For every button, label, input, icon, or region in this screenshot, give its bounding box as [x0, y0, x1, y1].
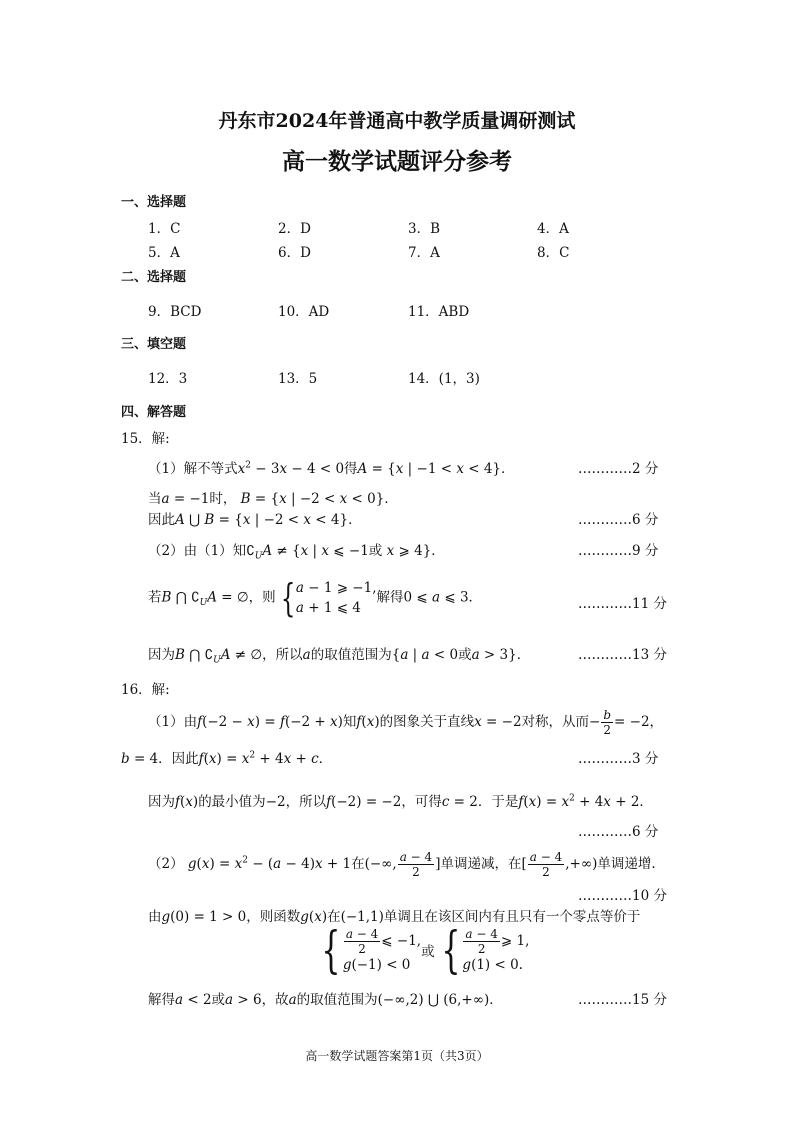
q16-line4: （2） $g(x) = x^2 - (a - 4)x + 1$在(−∞, $\frac{a - 4}{2}$ ]单调递减，在[ $\frac{a - 4}{2}$ ,+∞)单调递增.	[148, 850, 656, 879]
q15-line1: （1）解不等式$x^2 - 3x - 4 < 0$得A = {x | −1 < x < 4}．	[148, 460, 515, 477]
q16-score-3: …………10 分	[578, 888, 667, 904]
answer-item: 10．AD	[278, 304, 330, 320]
q15-line2: 当a = −1时， B = {x | −2 < x < 0}．	[148, 491, 398, 507]
answer-item: 13．5	[278, 371, 318, 387]
document-subtitle: 高一数学试题评分参考	[282, 149, 512, 175]
q16-line3: 因为f(x)的最小值为−2，所以f(−2) = −2，可得c = 2．于是$f(x) = x^2 + 4x + 2$．	[148, 793, 653, 810]
answer-item: 1．C	[148, 221, 181, 237]
answer-item: 3．B	[408, 221, 441, 237]
q15-heading: 15．解:	[121, 431, 170, 447]
q15-score-5: …………13 分	[578, 647, 667, 663]
q15-score-4: …………11 分	[578, 596, 667, 612]
answer-item: 4．A	[537, 221, 569, 237]
q16-heading: 16．解:	[121, 682, 170, 698]
answer-item: 6．D	[278, 245, 311, 261]
q16-line1: （1）由f(−2 − x) = f(−2 + x)知f(x)的图象关于直线x = −2对称，从而− $\frac{b}{2}$ = −2，	[148, 708, 664, 737]
document-title: 丹东市2024年普通高中教学质量调研测试	[218, 110, 576, 132]
q15-line3: 因此A ⋃ B = {x | −2 < x < 4}．	[148, 512, 362, 528]
q15-score-1: …………2 分	[578, 461, 659, 477]
q15-line6: 因为B ⋂ $∁_UA$ ≠ ∅，所以a的取值范围为{a | a < 0或a > 3}．	[148, 647, 531, 666]
section-heading-solutions: 四、解答题	[121, 405, 187, 420]
answer-item: 9．BCD	[148, 304, 202, 320]
answer-item: 11．ABD	[408, 304, 470, 320]
q16-score-4: …………15 分	[578, 992, 667, 1008]
page-footer: 高一数学试题答案第1页（共3页）	[305, 1049, 489, 1063]
q16-line5: 由g(0) = 1 > 0，则函数g(x)在(−1,1)单调且在该区间内有且只有一个零点等价于	[148, 909, 641, 925]
q15-score-2: …………6 分	[578, 512, 659, 528]
answer-item: 14．(1，3)	[408, 371, 480, 387]
q15-line5: 若B ⋂ $∁_UA$ = ∅，则 { a − 1 ⩾ −1, a + 1 ⩽ 4 解得0 ⩽ a ⩽ 3．	[148, 576, 483, 620]
answer-item: 12．3	[148, 371, 188, 387]
q16-line2: b = 4．因此$f(x) = x^2 + 4x + c$．	[121, 750, 333, 767]
answer-item: 5．A	[148, 245, 180, 261]
section-heading-multi-choice: 二、选择题	[121, 270, 187, 285]
q15-score-3: …………9 分	[578, 543, 659, 559]
q16-score-1: …………3 分	[578, 751, 659, 767]
q16-line7: 解得a < 2或a > 6，故a的取值范围为(−∞,2) ⋃ (6,+∞)．	[148, 992, 503, 1008]
section-heading-fill-blank: 三、填空题	[121, 337, 187, 352]
section-heading-choice: 一、选择题	[121, 195, 187, 210]
answer-item: 2．D	[278, 221, 311, 237]
q15-line4: （2）由（1）知$∁_UA \ne \{x$ | x ⩽ −1或 x ⩾ 4}．	[148, 543, 445, 562]
q16-condition-system: { $\frac{a - 4}{2}$ ⩽ −1, g(−1) < 0 或 { $\frac{a - 4}{2}$ ⩾ 1, g(1) < 0.	[321, 921, 530, 979]
answer-item: 8．C	[537, 245, 570, 261]
answer-item: 7．A	[408, 245, 440, 261]
q16-score-2: …………6 分	[578, 824, 659, 840]
